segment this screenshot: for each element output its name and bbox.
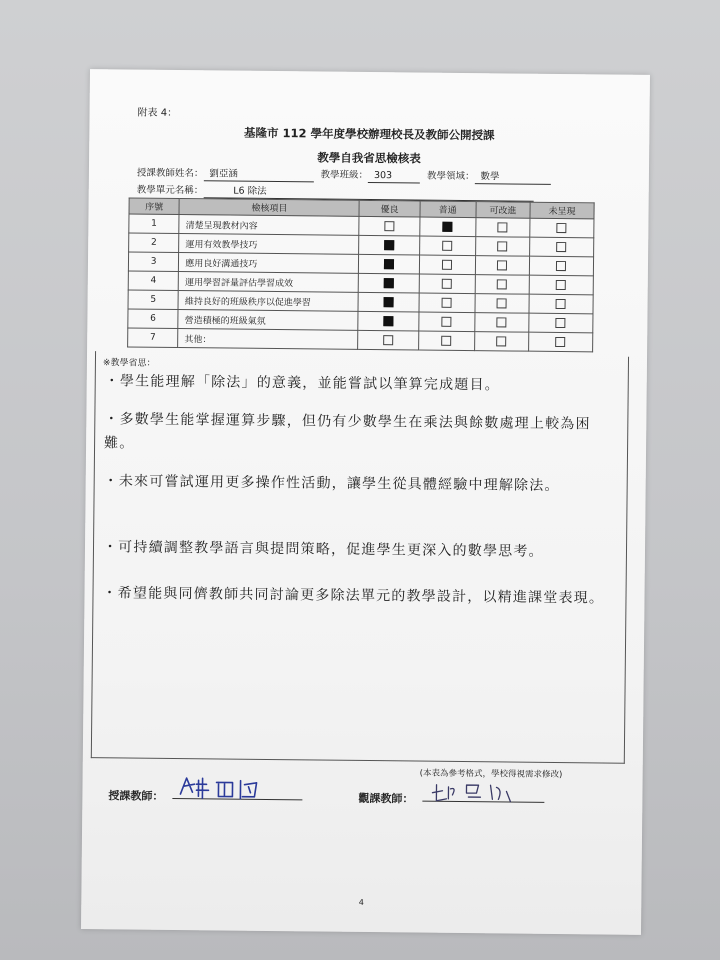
cell-improve [475, 256, 529, 276]
row-item: 營造積極的班級氣氛 [178, 310, 358, 331]
cell-improve [475, 237, 529, 257]
checkbox[interactable] [442, 279, 452, 289]
teacher-name-label: 授課教師姓名： [136, 167, 204, 180]
cell-not-shown [529, 332, 593, 352]
row-number: 6 [128, 309, 178, 329]
reflection-paragraph: ・未來可嘗試運用更多操作性活動，讓學生從具體經驗中理解除法。 [103, 473, 560, 495]
checkbox[interactable] [556, 299, 566, 309]
cell-improve [475, 275, 529, 295]
checkbox[interactable] [497, 279, 507, 289]
unit-field: L6 除法 [203, 185, 533, 201]
observer-signature-image [422, 779, 544, 806]
table-row [128, 328, 593, 352]
checklist-body [128, 214, 594, 352]
row-number: 5 [128, 290, 178, 310]
checkbox[interactable] [497, 317, 507, 327]
cell-average [419, 236, 475, 256]
row-item: 運用有效教學技巧 [179, 234, 359, 255]
checkbox[interactable] [556, 280, 566, 290]
cell-excellent [358, 330, 418, 350]
checkbox[interactable] [442, 222, 452, 232]
cell-average [418, 312, 474, 332]
cell-excellent [359, 235, 419, 255]
row-item: 維持良好的班級秩序以促進學習 [178, 291, 358, 312]
observer-signature-line [422, 779, 544, 803]
checkbox[interactable] [441, 317, 451, 327]
teacher-name-field: 劉亞涵 [203, 168, 313, 182]
checkbox[interactable] [383, 335, 393, 345]
observer-signature-label: 觀課教師： [358, 791, 414, 806]
row-number: 2 [129, 233, 179, 253]
class-label: 教學班級： [320, 169, 369, 181]
cell-improve [474, 332, 528, 352]
row-number: 7 [128, 328, 178, 348]
page-number: 4 [358, 897, 364, 907]
checkbox[interactable] [557, 242, 567, 252]
cell-average [419, 255, 475, 275]
cell-average [419, 293, 475, 313]
header-item: 檢核項目 [179, 199, 359, 217]
checkbox[interactable] [497, 298, 507, 308]
reflection-paragraph: ・學生能理解「除法」的意義，並能嘗試以筆算完成題目。 [104, 373, 501, 394]
checkbox[interactable] [556, 318, 566, 328]
document-page [81, 69, 650, 935]
checkbox[interactable] [384, 297, 394, 307]
checkbox[interactable] [497, 260, 507, 270]
row-number: 3 [128, 252, 178, 272]
row-item: 清楚呈現教材內容 [179, 215, 359, 236]
row-number: 4 [128, 271, 178, 291]
checkbox[interactable] [441, 336, 451, 346]
header-average: 普通 [420, 201, 476, 218]
format-note: (本表為參考格式，學校得視需求修改) [419, 768, 563, 781]
header-improve: 可改進 [476, 202, 530, 219]
cell-not-shown [529, 275, 593, 295]
cell-excellent [358, 292, 418, 312]
cell-average [419, 274, 475, 294]
checkbox[interactable] [384, 278, 394, 288]
appendix-label: 附表 4： [137, 107, 178, 119]
header-not-shown: 未呈現 [530, 202, 594, 219]
cell-not-shown [530, 218, 594, 238]
row-number: 1 [129, 214, 179, 234]
checkbox[interactable] [383, 316, 393, 326]
cell-improve [475, 294, 529, 314]
checkbox[interactable] [496, 336, 506, 346]
cell-excellent [359, 254, 419, 274]
header-no: 序號 [129, 198, 179, 215]
teacher-signature-line [172, 772, 302, 800]
document-title: 基隆市 112 學年度學校辦理校長及教師公開授課 [244, 125, 495, 143]
row-item: 運用學習評量評估學習成效 [178, 272, 358, 293]
cell-average [419, 217, 475, 237]
cell-improve [475, 313, 529, 333]
cell-excellent [358, 311, 418, 331]
cell-average [418, 331, 474, 351]
checkbox[interactable] [442, 241, 452, 251]
checkbox[interactable] [442, 298, 452, 308]
reflection-paragraph: ・多數學生能掌握運算步驟，但仍有少數學生在乘法與餘數處理上較為困難。 [104, 411, 591, 452]
checklist-table [127, 197, 595, 352]
checkbox[interactable] [556, 261, 566, 271]
teacher-signature-label: 授課教師： [108, 789, 164, 803]
checkbox[interactable] [384, 221, 394, 231]
checkbox[interactable] [442, 260, 452, 270]
cell-not-shown [530, 237, 594, 257]
cell-not-shown [529, 256, 593, 276]
reflection-paragraph: ・可持續調整教學語言與提問策略，促進學生更深入的數學思考。 [102, 539, 544, 560]
document-subtitle: 教學自我省思檢核表 [317, 150, 421, 166]
checkbox[interactable] [556, 337, 566, 347]
row-item: 其他： [178, 329, 358, 350]
checkbox[interactable] [384, 240, 394, 250]
cell-not-shown [529, 294, 593, 314]
cell-excellent [359, 216, 419, 236]
checkbox[interactable] [498, 222, 508, 232]
teacher-signature-image [172, 772, 302, 803]
domain-label: 教學領域： [426, 170, 475, 183]
unit-label: 教學單元名稱： [136, 184, 204, 197]
domain-field: 數學 [474, 171, 550, 185]
cell-not-shown [529, 313, 593, 333]
class-field: 303 [368, 170, 420, 184]
checkbox[interactable] [497, 241, 507, 251]
checkbox[interactable] [384, 259, 394, 269]
row-item: 應用良好溝通技巧 [179, 253, 359, 274]
cell-improve [476, 218, 530, 238]
header-excellent: 優良 [359, 200, 419, 217]
cell-excellent [359, 273, 419, 293]
reflection-paragraph: ・希望能與同儕教師共同討論更多除法單元的教學設計，以精進課堂表現。 [102, 585, 605, 607]
reflection-title: ※教學省思： [102, 358, 156, 369]
checkbox[interactable] [557, 223, 567, 233]
